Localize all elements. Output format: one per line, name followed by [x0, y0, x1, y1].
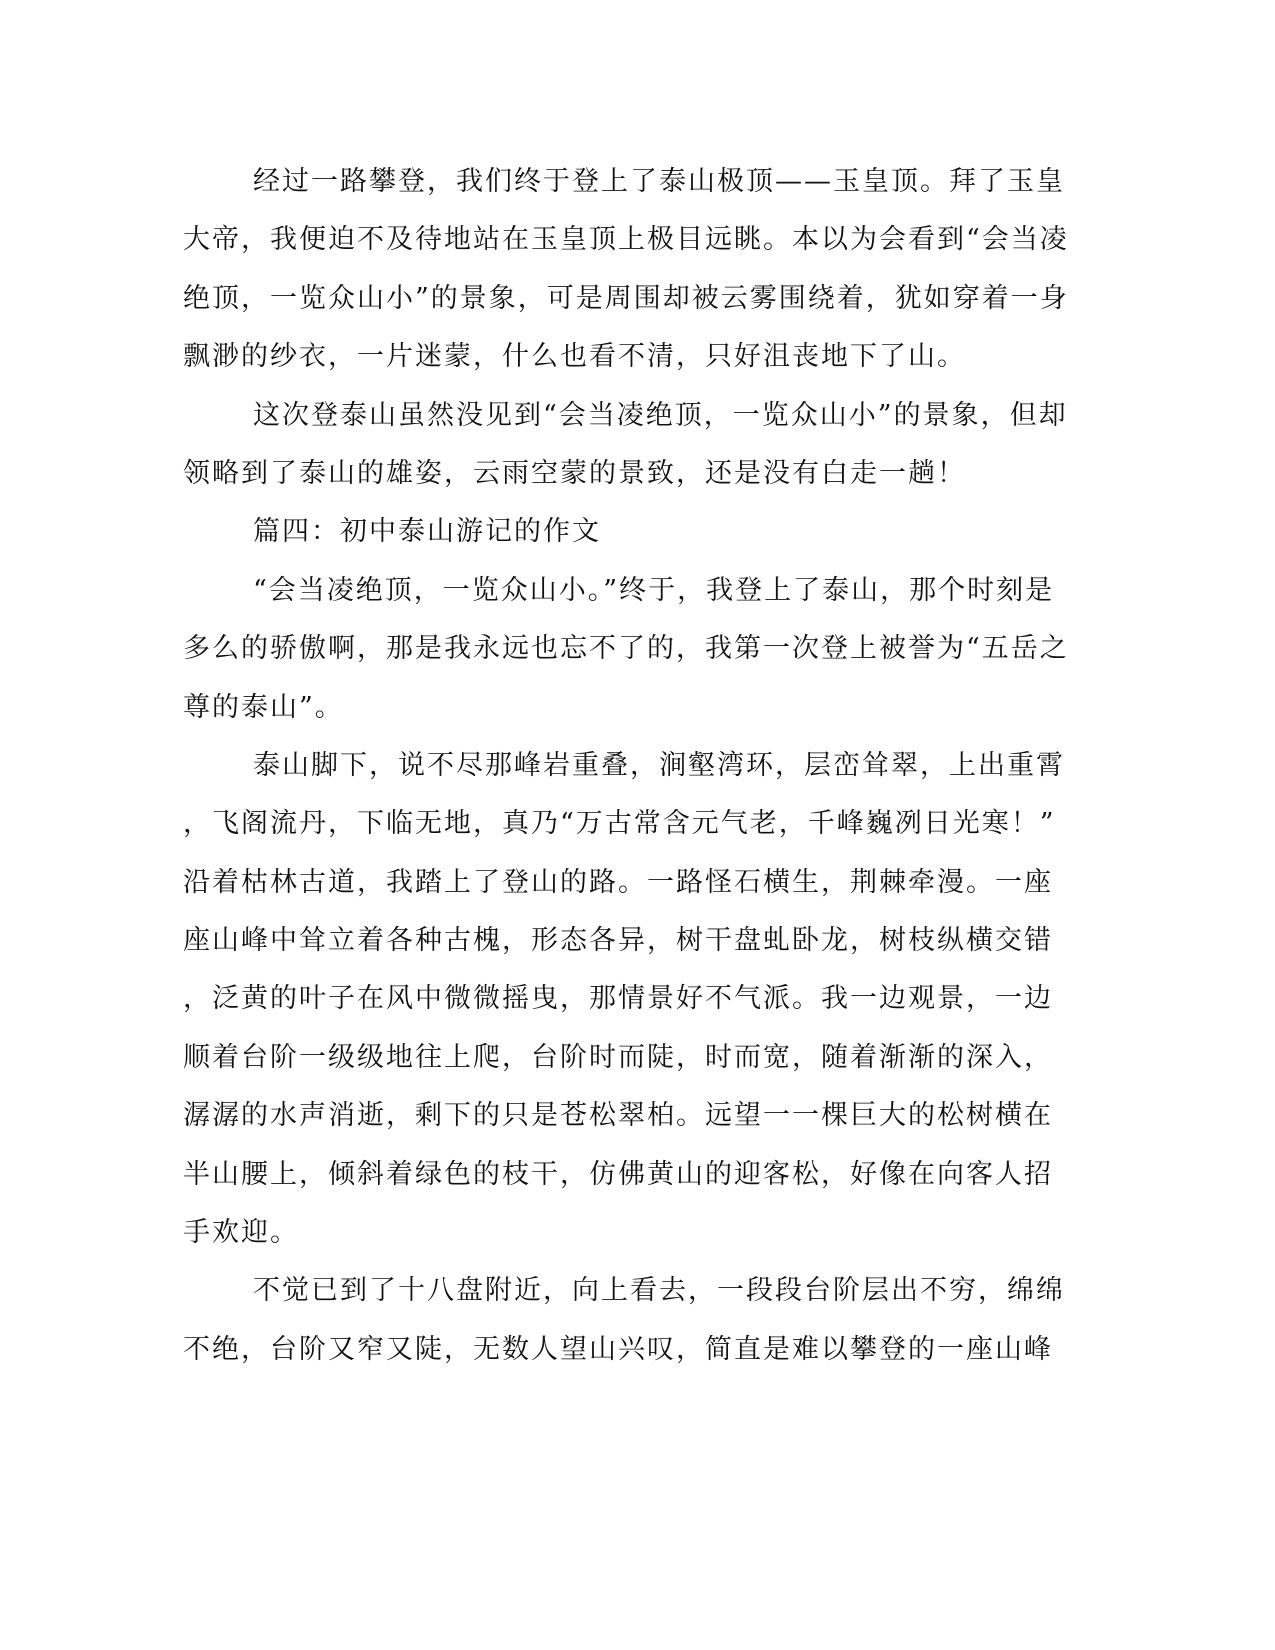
text-line: 多么的骄傲啊，那是我永远也忘不了的，我第一次登上被誉为“五岳之	[183, 633, 1069, 665]
text-line: “会当凌绝顶，一览众山小。”终于，我登上了泰山，那个时刻是	[253, 574, 1055, 606]
text-line: 沿着枯林古道，我踏上了登山的路。一路怪石横生，荆棘牵漫。一座	[183, 866, 1053, 898]
text-line: 领略到了泰山的雄姿，云雨空蒙的景致，还是没有白走一趟！	[183, 457, 966, 489]
text-line: 飘渺的纱衣，一片迷蒙，什么也看不清，只好沮丧地下了山。	[183, 341, 966, 373]
text-line: ，泛黄的叶子在风中微微摇曳，那情景好不气派。我一边观景，一边	[183, 983, 1053, 1015]
text-line: 这次登泰山虽然没见到“会当凌绝顶，一览众山小”的景象，但却	[253, 399, 1068, 431]
text-line: 不绝，台阶又窄又陡，无数人望山兴叹，简直是难以攀登的一座山峰	[183, 1333, 1053, 1365]
section-heading: 篇四：初中泰山游记的作文	[253, 516, 601, 548]
text-line: 不觉已到了十八盘附近，向上看去，一段段台阶层出不穷，绵绵	[253, 1275, 1065, 1307]
text-line: 半山腰上，倾斜着绿色的枝干，仿佛黄山的迎客松，好像在向客人招	[183, 1158, 1053, 1190]
text-line: 顺着台阶一级级地往上爬，台阶时而陡，时而宽，随着渐渐的深入，	[183, 1041, 1053, 1073]
text-line: 泰山脚下，说不尽那峰岩重叠，涧壑湾环，层峦耸翠，上出重霄	[253, 749, 1065, 781]
text-line: 尊的泰山”。	[183, 691, 344, 723]
body-text	[183, 153, 1069, 1379]
text-line: 绝顶，一览众山小”的景象，可是周围却被云雾围绕着，犹如穿着一身	[183, 282, 1069, 314]
text-line: 经过一路攀登，我们终于登上了泰山极顶——玉皇顶。拜了玉皇	[253, 166, 1065, 197]
text-line: ，飞阁流丹，下临无地，真乃“万古常含元气老，千峰巍冽日光寒！”	[183, 808, 1056, 840]
text-line: 座山峰中耸立着各种古槐，形态各异，树干盘虬卧龙，树枝纵横交错	[183, 925, 1053, 957]
text-line: 手欢迎。	[183, 1217, 299, 1249]
text-line: 潺潺的水声消逝，剩下的只是苍松翠柏。远望一一棵巨大的松树横在	[183, 1100, 1053, 1132]
text-line: 大帝，我便迫不及待地站在玉皇顶上极目远眺。本以为会看到“会当凌	[183, 224, 1069, 256]
